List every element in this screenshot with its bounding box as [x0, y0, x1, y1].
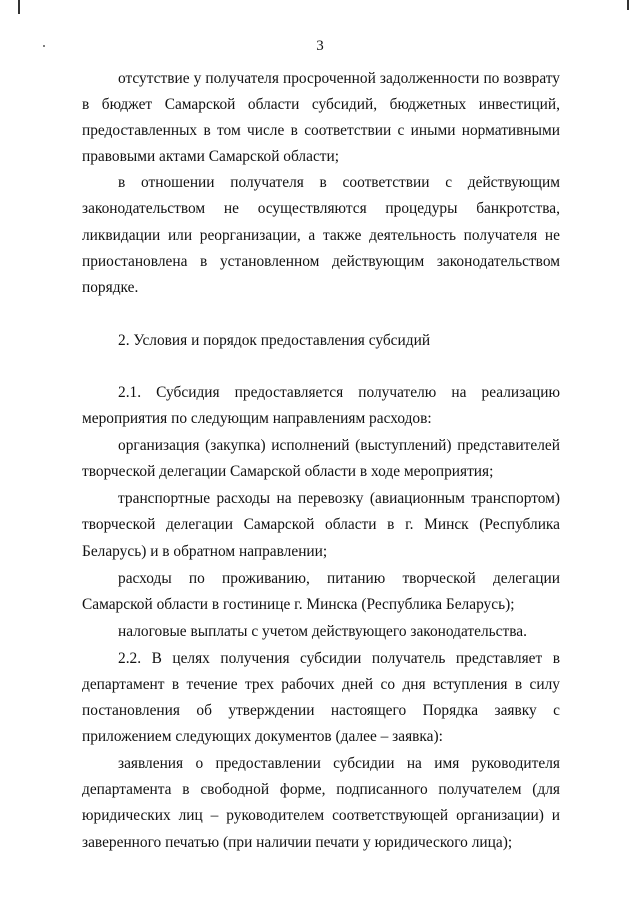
scan-edge-mark-top-left [18, 0, 20, 14]
paragraph-expense-transport: транспортные расходы на перевозку (авиационным транспортом) творческой делегации Самарской области в г. Минск (Республика Беларусь) и в обратном направлении; [82, 490, 560, 560]
paragraph-2-2: 2.2. В целях получения субсидии получатель представляет в департамент в течение трех рабочих дней со дня вступления в силу постановления об утверждении настоящего Порядка заявку с приложением следующих документов (далее – заявка): [82, 649, 560, 746]
paragraph-expense-taxes: налоговые выплаты с учетом действующего законодательства. [118, 622, 527, 640]
paragraph-application-statement: заявления о предоставлении субсидии на имя руководителя департамента в свободной форме, подписанного получателем (для юридических лиц – руководителем соответствующей организации) и заверенного печатью (при наличии печати у юридического лица); [82, 755, 560, 851]
paragraph-expense-accommodation: расходы по проживанию, питанию творческой делегации Самарской области в гостинице г. Минска (Республика Беларусь); [82, 569, 560, 613]
paragraph-2-1: 2.1. Субсидия предоставляется получателю на реализацию мероприятия по следующим направлениям расходов: [82, 383, 560, 428]
paragraph-expense-performances: организация (закупка) исполнений (выступлений) представителей творческой делегации Самарской области в ходе мероприятия; [82, 437, 560, 481]
paragraph-no-bankruptcy: в отношении получателя в соответствии с действующим законодательством не осуществляются процедуры банкротства, ликвидации или реорганизации, а также деятельность получателя не приостановлена в установленном действующим законодательством порядке. [82, 174, 560, 296]
document-body [82, 66, 560, 856]
paragraph-no-overdue-debt: отсутствие у получателя просроченной задолженности по возврату в бюджет Самарской области субсидий, бюджетных инвестиций, предоставленных в том числе в соответствии с иными нормативными правовыми актами Самарской области; [82, 70, 560, 166]
section-heading: 2. Условия и порядок предоставления субсидий [118, 331, 431, 349]
page-number: 3 [316, 38, 324, 54]
scan-edge-mark-top-right [627, 0, 629, 10]
